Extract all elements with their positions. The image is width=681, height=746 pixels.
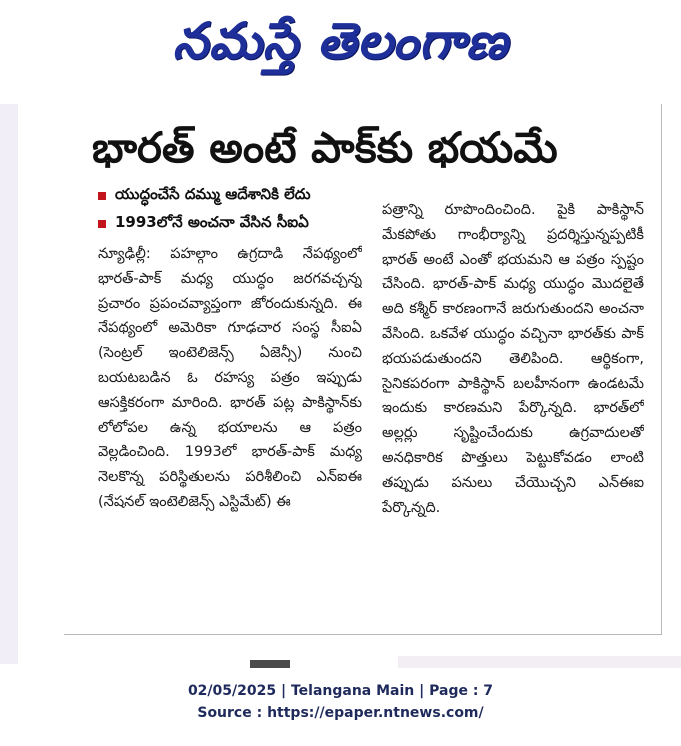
article-left-column (98, 184, 362, 624)
masthead (0, 0, 681, 82)
article-body-left: న్యూఢిల్లీ: పహల్గాం ఉగ్రదాడి నేపథ్యంలో భారత్-పాక్ మధ్య యుద్ధం జరగవచ్చన్న ప్రచారం ప్రపంచవ్యాప్తంగా జోరందుకున్నది. ఈ నేపథ్యంలో అమెరికా గూఢచార సంస్థ సీఐఏ (సెంట్రల్ ఇంటెలిజెన్స్ ఏజెన్సీ) నుంచి బయటబడిన ఓ రహస్య పత్రం ఇప్పుడు ఆసక్తికరంగా మారింది. భారత్ పట్ల పాకిస్థాన్‌కు లోలోపల ఉన్న భయాలను ఆ పత్రం వెల్లడించింది. 1993లో భారత్-పాక్ మధ్య నెలకొన్న పరిస్థితులను పరిశీలించి ఎన్ఐఈ (నేషనల్ ఇంటెలిజెన్స్ ఎస్టిమేట్) ఈ (98, 246, 362, 510)
subheading-text: యుద్ధంచేసే దమ్ము ఆదేశానికి లేదు (115, 185, 311, 203)
adjacent-clip-edge (398, 656, 681, 668)
article-right-column (382, 198, 644, 618)
subheading-bullet-2 (98, 212, 362, 236)
masthead-logo: నమస్తే తెలంగాణ (172, 12, 509, 70)
article-clipping (64, 104, 662, 635)
page-footer (0, 680, 681, 724)
footer-edition-line: 02/05/2025 | Telangana Main | Page : 7 (187, 683, 494, 699)
subheading-text: 1993లోనే అంచనా వేసిన సీఐఏ (115, 213, 309, 231)
article-headline: భారత్ అంటే పాక్‌కు భయమే (92, 123, 558, 172)
bullet-square-icon (98, 220, 106, 228)
footer-source-link[interactable]: Source : https://epaper.ntnews.com/ (197, 705, 484, 721)
article-body-right: పత్రాన్ని రూపొందించింది. పైకి పాకిస్థాన్ మేకపోతు గాంభీర్యాన్ని ప్రదర్శిస్తున్నప్పటికీ భారత్ అంటే ఎంతో భయమని ఆ పత్రం స్పష్టం చేసింది. భారత్-పాక్ మధ్య యుద్ధం మొదలైతే అది కశ్మీర్ కారణంగానే జరుగుతుందని అంచనా వేసింది. ఒకవేళ యుద్ధం వచ్చినా భారత్‌కు పాక్ భయపడుతుందని తెలిపింది. ఆర్థికంగా, సైనికపరంగా పాకిస్థాన్ బలహీనంగా ఉండటమే ఇందుకు కారణమని పేర్కొన్నది. భారత్‌లో అల్లర్లు సృష్టించేందుకు ఉగ్రవాదులతో అనధికారిక పొత్తులు పెట్టుకోవడం లాంటి తప్పుడు పనులు చేయొచ్చని ఎన్ఈఐ పేర్కొన్నది. (382, 202, 644, 516)
subheading-bullet-1 (98, 184, 362, 208)
side-strip (0, 104, 18, 664)
bullet-square-icon (98, 192, 106, 200)
next-article-fragment (250, 660, 290, 668)
